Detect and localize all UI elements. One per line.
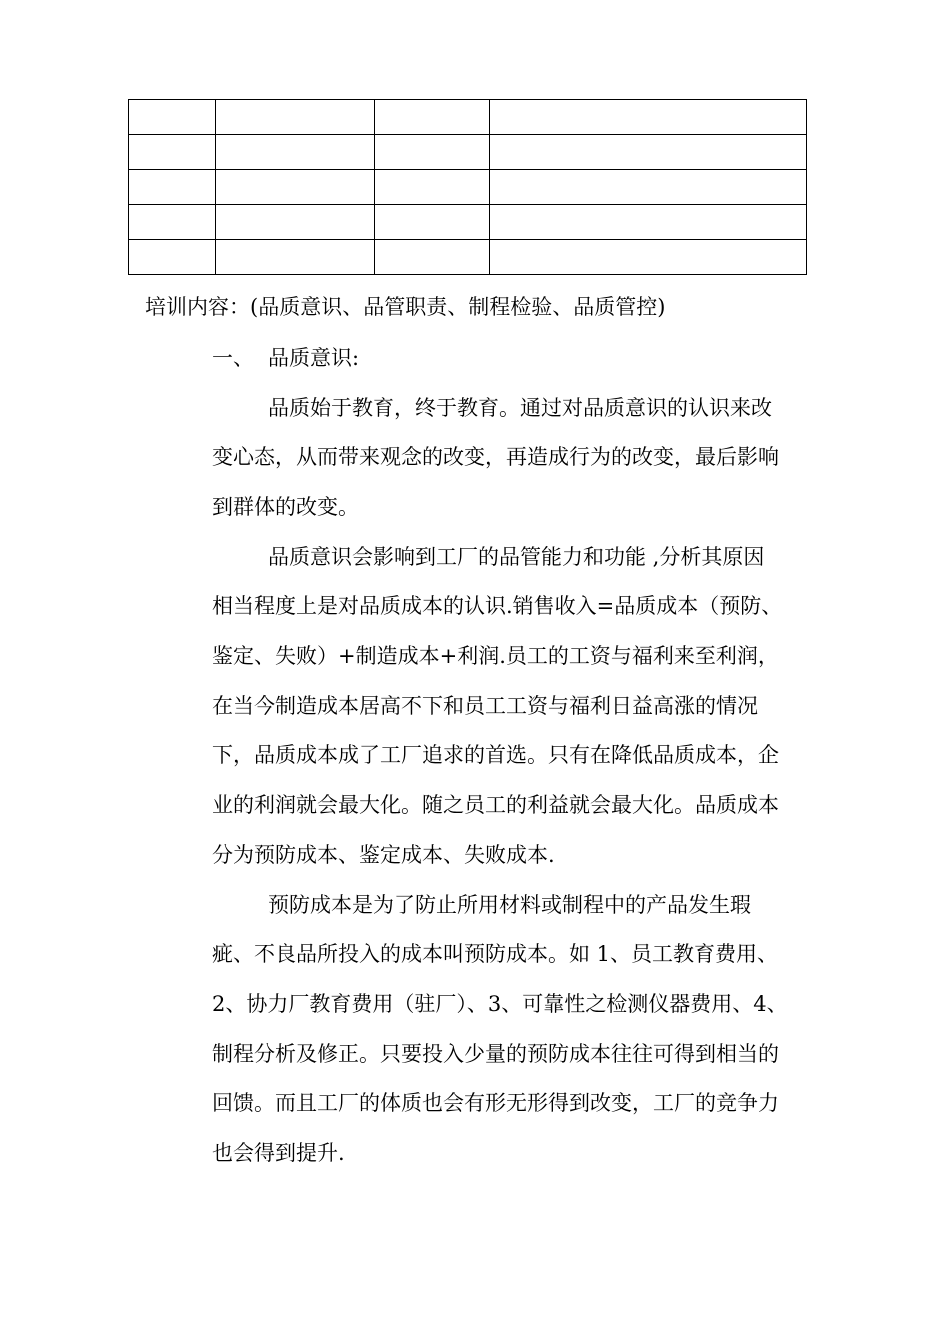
table-row [129,240,807,275]
paragraph-line: 在当今制造成本居高不下和员工工资与福利日益高涨的情况 [212,694,758,718]
table-cell [375,135,490,170]
paragraph-line: 制程分析及修正。只要投入少量的预防成本往往可得到相当的 [212,1042,779,1066]
training-content-intro: 培训内容：(品质意识、品管职责、制程检验、品质管控) [145,295,666,319]
table-cell [129,170,216,205]
table-cell [375,205,490,240]
paragraph-line: 也会得到提升. [212,1141,345,1165]
table-cell [375,100,490,135]
paragraph-line: 预防成本是为了防止所用材料或制程中的产品发生瑕 [268,893,751,917]
paragraph-line: 2、协力厂教育费用（驻厂）、3、可靠性之检测仪器费用、4、 [212,992,788,1016]
paragraph-line: 鉴定、失败）+制造成本+利润.员工的工资与福利来至利润， [212,644,779,668]
paragraph-line: 品质意识会影响到工厂的品管能力和功能 ,分析其原因 [268,545,765,569]
section-number: 一、 [212,346,254,370]
table-cell [216,170,375,205]
table-cell [129,100,216,135]
table-cell [490,170,807,205]
table-cell [490,135,807,170]
paragraph-line: 业的利润就会最大化。随之员工的利益就会最大化。品质成本 [212,793,779,817]
table-cell [216,240,375,275]
table-row [129,135,807,170]
paragraph-line: 分为预防成本、鉴定成本、失败成本. [212,843,555,867]
paragraph-line: 相当程度上是对品质成本的认识.销售收入=品质成本（预防、 [212,594,783,618]
paragraph-line: 下，品质成本成了工厂追求的首选。只有在降低品质成本，企 [212,743,779,767]
table-cell [490,240,807,275]
table-cell [129,135,216,170]
table-cell [216,100,375,135]
table-row [129,205,807,240]
paragraph-line: 品质始于教育，终于教育。通过对品质意识的认识来改 [268,396,772,420]
table-cell [216,205,375,240]
table-cell [129,205,216,240]
table-cell [490,205,807,240]
table-row [129,170,807,205]
table-cell [490,100,807,135]
paragraph-line: 疵、不良品所投入的成本叫预防成本。如 1、员工教育费用、 [212,942,779,966]
section-title: 品质意识: [268,346,360,370]
paragraph-line: 变心态，从而带来观念的改变，再造成行为的改变，最后影响 [212,445,779,469]
table-cell [129,240,216,275]
blank-table [128,99,807,275]
table-cell [375,240,490,275]
paragraph-line: 回馈。而且工厂的体质也会有形无形得到改变，工厂的竞争力 [212,1091,779,1115]
paragraph-line: 到群体的改变。 [212,495,359,519]
table-cell [216,135,375,170]
table-cell [375,170,490,205]
table-row [129,100,807,135]
